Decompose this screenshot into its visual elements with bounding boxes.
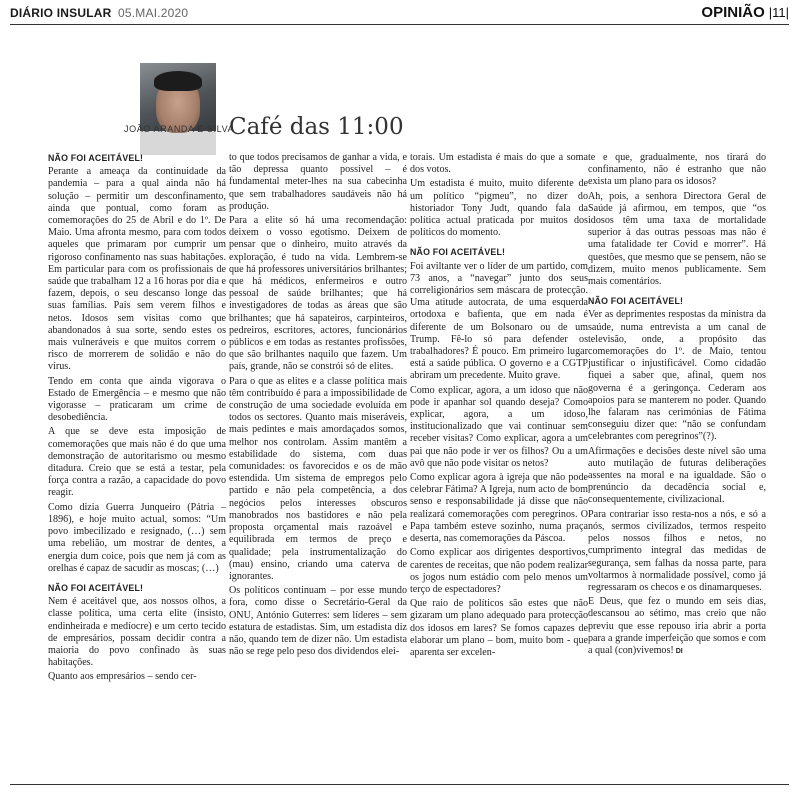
paragraph: Para a elite só há uma recomendação: deixem o vosso egotismo. Deixem de pensar que o dinheiro, muito através da exploração, é tudo na vida. Lembrem-se que há professores universitários brilhantes; que há médicos, enfermeiros e outro pessoal de saúde brilhantes; que há investigadores de todas as áreas que são brilhantes; que há sapateiros, carpinteiros, pedreiros, escritores, actores, funcionários públicos e em todas as restantes profissões, que são brilhantes naquilo que fazem. Um país, grande, não se constrói só de elites. xyxy=(229,215,407,373)
publication-name: DIÁRIO INSULAR xyxy=(10,6,112,20)
masthead xyxy=(10,6,789,24)
paragraph: Como explicar aos dirigentes desportivos, carentes de receitas, que não podem realizar os jogos num estádio com pelo menos um terço de espectadores? xyxy=(410,547,588,595)
paragraph: Ver as deprimentes respostas da ministra da saúde, numa entrevista a um canal de televisão, onde, a propósito das comemorações do 1º. de Maio, tentou justificar o injustificável. Como cidadão fiquei a saber que, afinal, quem nos governa é a geringonça. Cederam aos apoios para se manterem no poder. Quando lhe falaram nas cerimónias de Fátima conseguiu dizer que: “não se confundam celebrantes com peregrinos”(?). xyxy=(588,309,766,443)
subheading: NÃO FOI ACEITÁVEL! xyxy=(48,153,144,163)
publication-header xyxy=(10,6,188,20)
article-title: Café das 11:00 xyxy=(229,114,404,140)
article-column-1 xyxy=(48,152,226,686)
paragraph: Que raio de políticos são estes que não gizaram um plano adequado para protecção dos idosos em lares? Se fomos capazes de elaborar um plano – bom, muito bom - que aparenta ser excelen- xyxy=(410,598,588,658)
paragraph: Um estadista é muito, muito diferente de um político “pigmeu”, no dizer do historiador Tony Judt, quando fala da política actual praticada por muitos dos políticos do momento. xyxy=(410,178,588,239)
publication-date: 05.MAI.2020 xyxy=(118,6,189,20)
section-name: OPINIÃO xyxy=(701,4,765,21)
article-column-3 xyxy=(410,152,588,661)
paragraph: Nem é aceitável que, aos nossos olhos, a classe política, uma certa elite (insisto, endinheirada e medíocre) e um certo tecido de empresários, possam decidir contra a maioria do povo confinado às suas habitações. xyxy=(48,596,226,669)
paragraph: Os políticos continuam – por esse mundo fora, como disse o Secretário-Geral da ONU, António Guterres: sem líderes – sem estatura de estadistas. Sim, um estadista diz não, quando tem de dizer não. Um estadista não se rege pelo peso dos dividendos elei- xyxy=(229,585,407,658)
paragraph: Tendo em conta que ainda vigorava o Estado de Emergência – e mesmo que não vigorasse – praticaram um crime de desobediência. xyxy=(48,375,226,424)
paragraph: Perante a ameaça da continuidade da pandemia – para a qual ainda não há solução – permitir um desconfinamento, ainda que pontual, como foram as comemorações do 25 de Abril e do 1º. De Maio. Uma afronta mesmo, para com todos aqueles que primaram por cumprir um rigoroso confinamento nas suas habitações. Em particular para com os profissionais de saúde que trabalham 12 a 16 horas por dia e fazem, depois, o seu descanso longe das suas famílias. Pais sem verem filhos e netos. Idosos sem visitas como que abandonados à sua sorte, sendo estes os mais vulneráveis e que muitos correm o risco de morrerem de solidão e não do vírus. xyxy=(48,166,226,373)
top-rule xyxy=(10,24,789,25)
subheading: NÃO FOI ACEITÁVEL! xyxy=(410,247,506,258)
paragraph: Como dizia Guerra Junqueiro (Pátria – 1896), e hoje muito actual, somos: “Um povo imbecilizado e resignado, (…) sem uma rebelião, um mostrar de dentes, a energia dum coice, pois que nem já com as orelhas é capaz de sacudir as moscas; (…) xyxy=(48,501,226,574)
article-column-4 xyxy=(588,152,766,660)
section-header xyxy=(701,4,789,21)
end-mark: DI xyxy=(673,647,683,655)
paragraph: E Deus, que fez o mundo em seis dias, descansou ao sétimo, mas creio que não previu que esse repouso iria abrir a porta para a grande imperfeição que somos e com a qual (con)vivemos! DI xyxy=(588,596,766,656)
paragraph: torais. Um estadista é mais do que a soma dos votos. xyxy=(410,152,588,176)
author-name: JOÃO ARANDA E SILVA xyxy=(124,124,235,134)
paragraph: Foi aviltante ver o líder de um partido, com 73 anos, a “navegar” junto dos seus correligionários sem máscara de protecção. Uma atitude autocrata, de uma esquerda ortodoxa e bafienta, que em nada é diferente de um Bolsonaro ou de um Trump. Fê-lo só para defender os trabalhadores? É pouco. Em primeiro lugar está a saúde pública. O governo e a CGTP abriram um precedente. Muito grave. xyxy=(410,260,588,382)
paragraph: Afirmações e decisões deste nível são uma auto mutilação de futuras deliberações assentes na moral e na igualdade. São o prenúncio da decadência social e, consequentemente, civilizacional. xyxy=(588,445,766,506)
paragraph: Quanto aos empresários – sendo cer- xyxy=(48,671,197,683)
paragraph: te e que, gradualmente, nos tirará do confinamento, não é estranho que não exista um plano para os idosos? xyxy=(588,152,766,188)
subheading: NÃO FOI ACEITÁVEL! xyxy=(588,296,684,307)
paragraph: Para contrariar isso resta-nos a nós, e só a nós, sermos civilizados, termos respeito pelos nossos filhos e netos, no cumprimento integral das medidas de segurança, sem falhas da nossa parte, para voltarmos à normalidade possível, como já regressaram os checos e os dinamarqueses. xyxy=(588,508,766,593)
article-column-2 xyxy=(229,152,407,660)
paragraph: Como explicar, agora, a um idoso que não pode ir apanhar sol quando deseja? Como explicar, agora, a um idoso, institucionalizado que vai continuar sem receber visitas? Como explicar, agora a um pai que não pode ir ver os filhos? Ou a um avô que não pode visitar os netos? xyxy=(410,384,588,469)
paragraph: Ah, pois, a senhora Directora Geral de Saúde já afirmou, em tempos, que “os idosos têm uma taxa de mortalidade superior à das outras pessoas mas não é uma fatalidade ter Covid e morrer”. Há questões, que mesmo que se pensem, não se dizem, muito menos publicamente. Sem mais comentários. xyxy=(588,190,767,288)
paragraph: A que se deve esta imposição de comemorações que mais não é do que uma demonstração de autoritarismo ou mesmo ditadura. Creio que se está a testar, pela força contra a razão, a capacidade do povo reagir. xyxy=(48,426,226,499)
paragraph: to que todos precisamos de ganhar a vida, e tão depressa quanto possível – é fundamental meter-lhes na sua cabecinha que sem trabalhadores saudáveis não há produção. xyxy=(229,152,407,212)
bottom-rule xyxy=(10,784,789,785)
subheading: NÃO FOI ACEITÁVEL! xyxy=(48,582,144,593)
paragraph: Como explicar agora à igreja que não pode celebrar Fátima? A Igreja, num acto de bom senso e responsabilidade já disse que não realizará comemorações com peregrinos. O Papa também esteve sozinho, numa praça deserta, nas comemorações da Páscoa. xyxy=(410,472,588,545)
page-number: |11| xyxy=(768,5,789,20)
paragraph: Para o que as elites e a classe política mais têm contribuído é para a impossibilidade de construção de uma sociedade evoluída em todos os sectores. Quanto mais miseráveis, mais pedintes e mais amordaçados somos, melhor nos controlam. Assim mantêm a estabilidade do sistema, com duas comunidades: os favorecidos e os de mão estendida. Um sistema de empregos pelo partido e não pela competência, a dos negócios pelos interesses obscuros manobrados nos bastidores e não pela proposta orçamental mais razoável e equilibrada em termos de preço e qualidade; pela instrumentalização do (mau) ensino, criando uma caterva de ignorantes. xyxy=(229,375,407,582)
author-photo xyxy=(140,63,216,155)
